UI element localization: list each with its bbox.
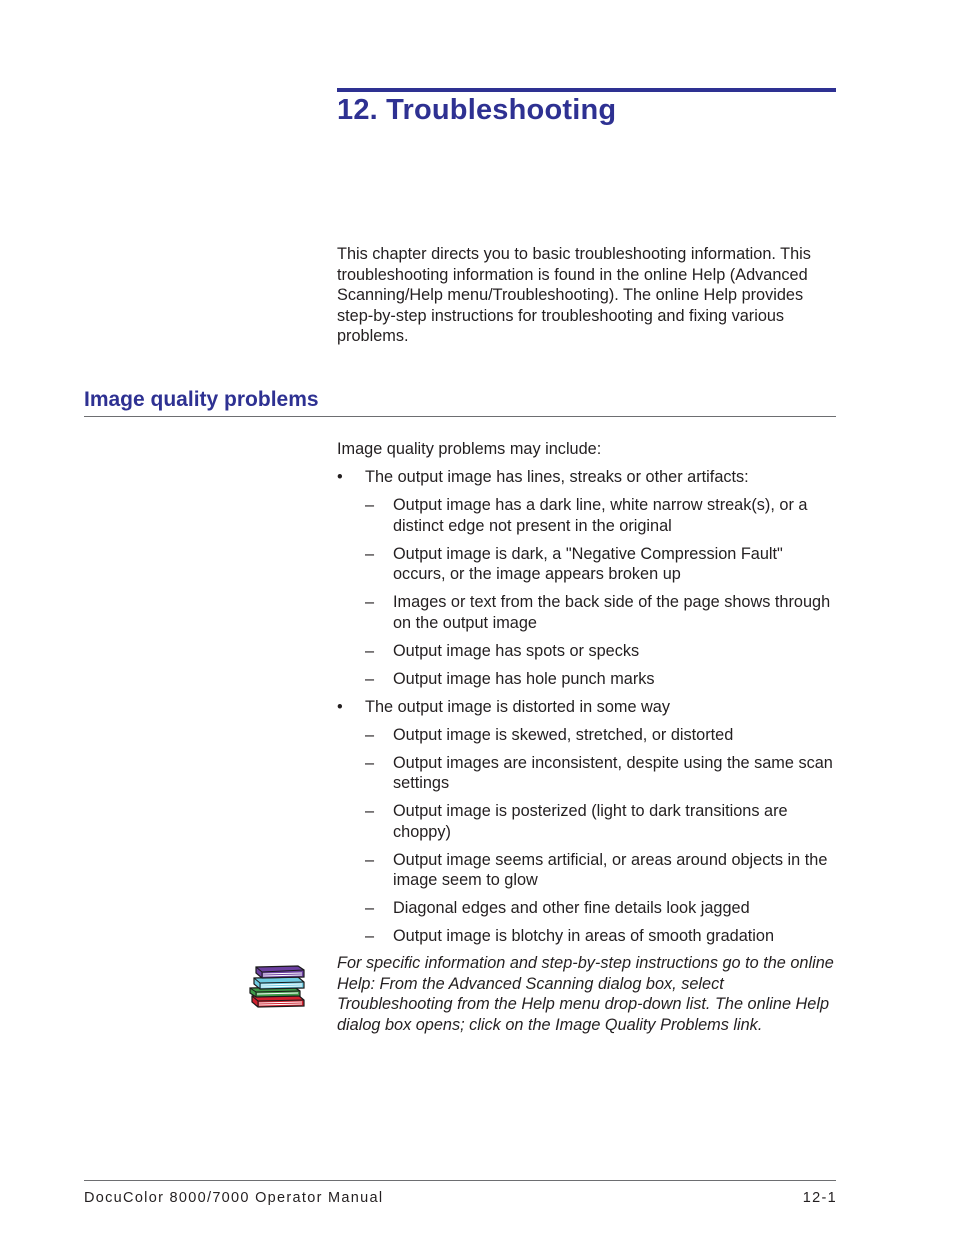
sub-list bbox=[365, 495, 837, 689]
sub-list-item bbox=[365, 801, 837, 842]
bullet-mark: • bbox=[337, 697, 343, 716]
sub-list-item bbox=[365, 850, 837, 891]
dash-mark: – bbox=[365, 669, 375, 688]
books-icon bbox=[248, 962, 308, 1010]
section-rule bbox=[84, 416, 836, 417]
list-item-text: The output image has lines, streaks or other artifacts: bbox=[365, 468, 749, 486]
footer-rule bbox=[84, 1180, 836, 1181]
dash-mark: – bbox=[365, 544, 375, 563]
sub-list-item-text: Output image is dark, a "Negative Compression Fault" occurs, or the image appears broken up bbox=[393, 544, 783, 583]
sub-list bbox=[365, 725, 837, 947]
dash-mark: – bbox=[365, 802, 375, 820]
sub-list-item-text: Output image is posterized (light to dark transitions are choppy) bbox=[393, 802, 788, 841]
dash-mark: – bbox=[365, 593, 375, 611]
sub-list-item bbox=[365, 898, 837, 919]
sub-list-item-text: Output image seems artificial, or areas around objects in the image seem to glow bbox=[393, 850, 828, 889]
section-lead: Image quality problems may include: bbox=[337, 440, 602, 458]
list-item bbox=[337, 697, 837, 947]
sub-list-item bbox=[365, 641, 837, 662]
list-item-text: The output image is distorted in some way bbox=[365, 697, 670, 716]
sub-list-item-text: Output image has spots or specks bbox=[393, 641, 640, 660]
sub-list-item bbox=[365, 669, 837, 690]
chapter-title: 12. Troubleshooting bbox=[337, 94, 617, 126]
dash-mark: – bbox=[365, 899, 375, 917]
sub-list-item-text: Output image has hole punch marks bbox=[393, 669, 655, 688]
bullet-mark: • bbox=[337, 468, 343, 486]
help-note: For specific information and step-by-step instructions go to the online Help: From the Advanced Scanning dialog box, select Troubleshooting from the Help menu drop-down list. The online Help dialog box opens; click on the Image Quality Problems link. bbox=[337, 954, 834, 1034]
sub-list-item-text: Output image has a dark line, white narrow streak(s), or a distinct edge not present in the original bbox=[393, 496, 808, 535]
dash-mark: – bbox=[365, 641, 375, 660]
dash-mark: – bbox=[365, 927, 375, 945]
sub-list-item bbox=[365, 592, 837, 633]
dash-mark: – bbox=[365, 753, 375, 772]
chapter-title-rule bbox=[337, 88, 836, 92]
dash-mark: – bbox=[365, 496, 375, 514]
footer-manual-title: DocuColor 8000/7000 Operator Manual bbox=[84, 1190, 384, 1206]
sub-list-item-text: Output image is skewed, stretched, or distorted bbox=[393, 725, 734, 744]
sub-list-item-text: Images or text from the back side of the page shows through on the output image bbox=[393, 593, 831, 632]
sub-list-item bbox=[365, 495, 837, 536]
sub-list-item-text: Output images are inconsistent, despite using the same scan settings bbox=[393, 753, 833, 792]
section-title: Image quality problems bbox=[84, 388, 319, 411]
footer-page-number: 12-1 bbox=[802, 1190, 837, 1206]
problem-list bbox=[337, 467, 837, 947]
sub-list-item bbox=[365, 753, 837, 794]
sub-list-item-text: Output image is blotchy in areas of smooth gradation bbox=[393, 927, 775, 945]
sub-list-item bbox=[365, 544, 837, 585]
sub-list-item-text: Diagonal edges and other fine details look jagged bbox=[393, 899, 750, 917]
dash-mark: – bbox=[365, 725, 375, 744]
list-item bbox=[337, 467, 837, 689]
sub-list-item bbox=[365, 725, 837, 746]
sub-list-item bbox=[365, 926, 837, 947]
dash-mark: – bbox=[365, 850, 375, 869]
intro-paragraph: This chapter directs you to basic troubleshooting information. This troubleshooting information is found in the online Help (Advanced Scanning/Help menu/Troubleshooting). The online Help provides step-by-step instructions for troubleshooting and fixing various problems. bbox=[337, 245, 811, 345]
